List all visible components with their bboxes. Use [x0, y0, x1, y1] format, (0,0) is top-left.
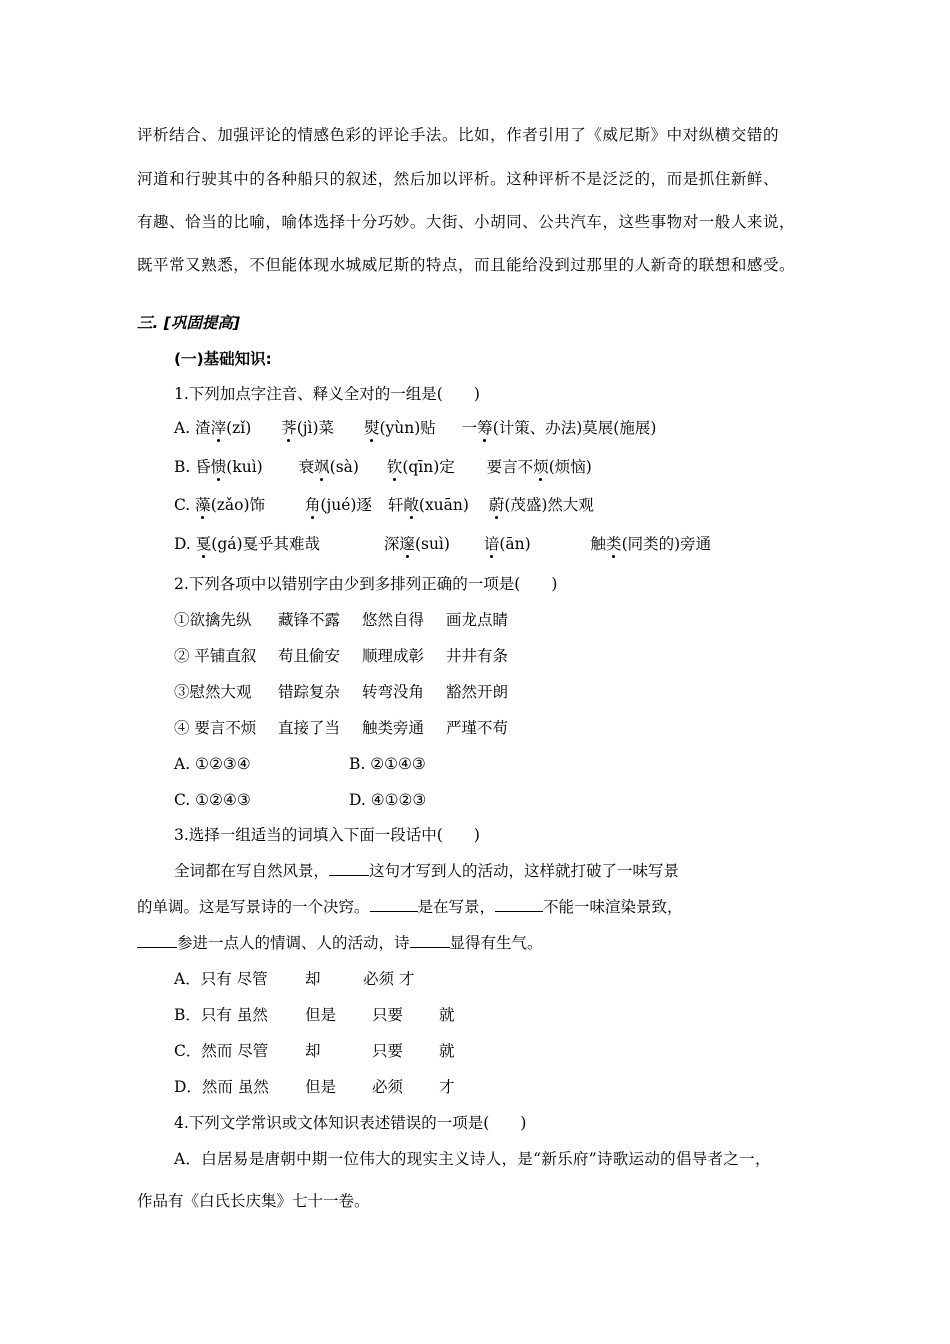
dotted-char: 类 — [606, 535, 622, 553]
reading: (jì)菜 — [296, 419, 335, 437]
passage-text: 这句才写到人的活动，这样就打破了一味写景 — [369, 862, 680, 880]
paragraph-line: 河道和行驶其中的各种船只的叙述，然后加以评析。这种评析不是泛泛的，而是抓住新鲜、 — [137, 170, 780, 188]
plain-char: 要言不 — [486, 458, 534, 476]
idiom: 触类旁通 — [362, 719, 425, 737]
idiom: 苟且偷安 — [278, 647, 341, 665]
plain-char: 触 — [590, 535, 607, 553]
idiom: 豁然开朗 — [446, 683, 509, 701]
option-word: 就 — [439, 1042, 455, 1060]
dotted-char: 藻 — [195, 496, 211, 514]
option-word: 就 — [439, 1006, 455, 1024]
reading: (qīn)定 — [402, 458, 455, 476]
option-label: D. — [174, 535, 191, 553]
passage-text: 的单调。这是写景诗的一个决窍。 — [137, 898, 370, 916]
q2-option-d: D. ④①②③ — [349, 791, 427, 809]
paragraph-line: 有趣、恰当的比喻，喻体选择十分巧妙。大街、小胡同、公共汽车，这些事物对一般人来说， — [137, 213, 796, 231]
dotted-char: 滓 — [210, 419, 227, 437]
reading: (同类的)旁通 — [621, 535, 712, 553]
reading: (计策、办法)莫展(施展) — [492, 419, 657, 437]
plain-char: 轩 — [387, 496, 404, 514]
idiom: 严瑾不苟 — [446, 719, 509, 737]
dotted-char: 戛 — [195, 535, 212, 553]
dotted-char: 敞 — [403, 496, 419, 514]
idiom: 错踪复杂 — [278, 683, 341, 701]
q2-option-b: B. ②①④③ — [349, 755, 426, 773]
plain-char: 衰 — [298, 458, 315, 476]
q3-option-a — [174, 969, 415, 989]
option-words: D．然而 虽然 — [174, 1078, 269, 1096]
passage-text: 全词都在写自然风景， — [174, 862, 330, 880]
q3-option-c — [174, 1041, 455, 1061]
q3-option-b — [174, 1005, 455, 1025]
question-1-option-b — [174, 457, 592, 477]
option-word: 才 — [439, 1078, 455, 1096]
paragraph-line: 既平常又熟悉，不但能体现水城威尼斯的特点，而且能给没到过那里的人新奇的联想和感受。 — [137, 256, 796, 274]
option-word: 只要 — [372, 1006, 404, 1024]
idiom: 转弯没角 — [362, 683, 425, 701]
q3-passage-line — [137, 897, 683, 917]
q4-option-a-line: A．白居易是唐朝中期一位伟大的现实主义诗人，是“新乐府”诗歌运动的倡导者之一， — [174, 1150, 771, 1168]
section-title: 三. [巩固提高] — [137, 314, 240, 332]
question-1-stem: 1.下列加点字注音、释义全对的一组是( ) — [174, 385, 480, 403]
reading: (kuì) — [226, 458, 263, 476]
q2-option-c: C. ①②④③ — [174, 791, 251, 809]
idiom: 画龙点睛 — [446, 611, 509, 629]
plain-char: 一 — [461, 419, 478, 437]
option-label: B. — [174, 458, 191, 476]
fill-blank — [137, 933, 177, 948]
question-1-option-d — [174, 534, 711, 554]
passage-text: 显得有生气。 — [449, 934, 543, 952]
reading: (gá)戛乎其难哉 — [211, 535, 321, 553]
option-label: A. — [174, 419, 191, 437]
fill-blank — [329, 861, 369, 876]
question-2-stem: 2.下列各项中以错别字由少到多排列正确的一项是( ) — [174, 575, 558, 593]
reading: (jué)逐 — [320, 496, 372, 514]
dotted-char: 烦 — [533, 458, 549, 476]
dotted-char: 筹 — [477, 419, 493, 437]
idiom: 井井有条 — [446, 647, 509, 665]
dotted-char: 荠 — [281, 419, 297, 437]
option-word: 却 — [305, 970, 321, 988]
dotted-char: 飒 — [314, 458, 330, 476]
idiom: 顺理成彰 — [362, 647, 425, 665]
q3-option-d — [174, 1077, 455, 1097]
idiom: ①欲擒先纵 — [174, 611, 252, 629]
reading: (茂盛)然大观 — [504, 496, 594, 514]
option-word: 但是 — [305, 1078, 337, 1096]
option-word: 必须 才 — [363, 970, 415, 988]
dotted-char: 邃 — [399, 535, 415, 553]
passage-text: 是在写景， — [417, 898, 496, 916]
reading: (zǎo)饰 — [210, 496, 266, 514]
option-words: C．然而 尽管 — [174, 1042, 269, 1060]
q3-passage-line — [137, 933, 543, 953]
reading: (ān) — [499, 535, 531, 553]
reading: (sà) — [329, 458, 359, 476]
q2-option-a: A. ①②③④ — [174, 755, 251, 773]
idiom: ③慰然大观 — [174, 683, 252, 701]
dotted-char: 角 — [304, 496, 321, 514]
idiom: ② 平铺直叙 — [174, 647, 257, 665]
plain-char: 昏 — [195, 458, 211, 476]
idiom: ④ 要言不烦 — [174, 719, 257, 737]
question-4-stem: 4.下列文学常识或文体知识表述错误的一项是( ) — [174, 1114, 527, 1132]
option-word: 只要 — [372, 1042, 404, 1060]
option-label: C. — [174, 496, 191, 514]
paragraph-line: 评析结合、加强评论的情感色彩的评论手法。比如，作者引用了《威尼斯》中对纵横交错的 — [137, 126, 780, 144]
option-words: B．只有 虽然 — [174, 1006, 268, 1024]
reading: (xuān) — [418, 496, 469, 514]
passage-text: 不能一味渲染景致， — [543, 898, 683, 916]
question-1-option-a — [174, 418, 656, 438]
option-word: 但是 — [305, 1006, 337, 1024]
option-word: 却 — [305, 1042, 321, 1060]
fill-blank — [370, 897, 418, 912]
fill-blank — [410, 933, 450, 948]
dotted-char: 谙 — [483, 535, 500, 553]
idiom: 直接了当 — [278, 719, 341, 737]
reading: (yùn)贴 — [379, 419, 436, 437]
reading: (suì) — [414, 535, 450, 553]
subsection-title: (一)基础知识: — [174, 350, 272, 368]
idiom: 藏锋不露 — [278, 611, 341, 629]
dotted-char: 熨 — [363, 419, 380, 437]
question-3-stem: 3.选择一组适当的词填入下面一段话中( ) — [174, 826, 480, 844]
passage-text: 参进一点人的情调、人的活动，诗 — [177, 934, 410, 952]
question-1-option-c — [174, 495, 594, 515]
option-words: A．只有 尽管 — [174, 970, 268, 988]
idiom: 悠然自得 — [362, 611, 425, 629]
plain-char: 渣 — [195, 419, 211, 437]
reading: (烦恼) — [548, 458, 592, 476]
q4-option-a-line: 作品有《白氏长庆集》七十一卷。 — [137, 1192, 370, 1210]
reading: (zǐ) — [226, 419, 252, 437]
dotted-char: 愦 — [210, 458, 227, 476]
fill-blank — [495, 897, 543, 912]
option-word: 必须 — [372, 1078, 404, 1096]
dotted-char: 钦 — [386, 458, 403, 476]
q3-passage-line — [174, 861, 679, 881]
dotted-char: 蔚 — [488, 496, 505, 514]
plain-char: 深 — [383, 535, 400, 553]
